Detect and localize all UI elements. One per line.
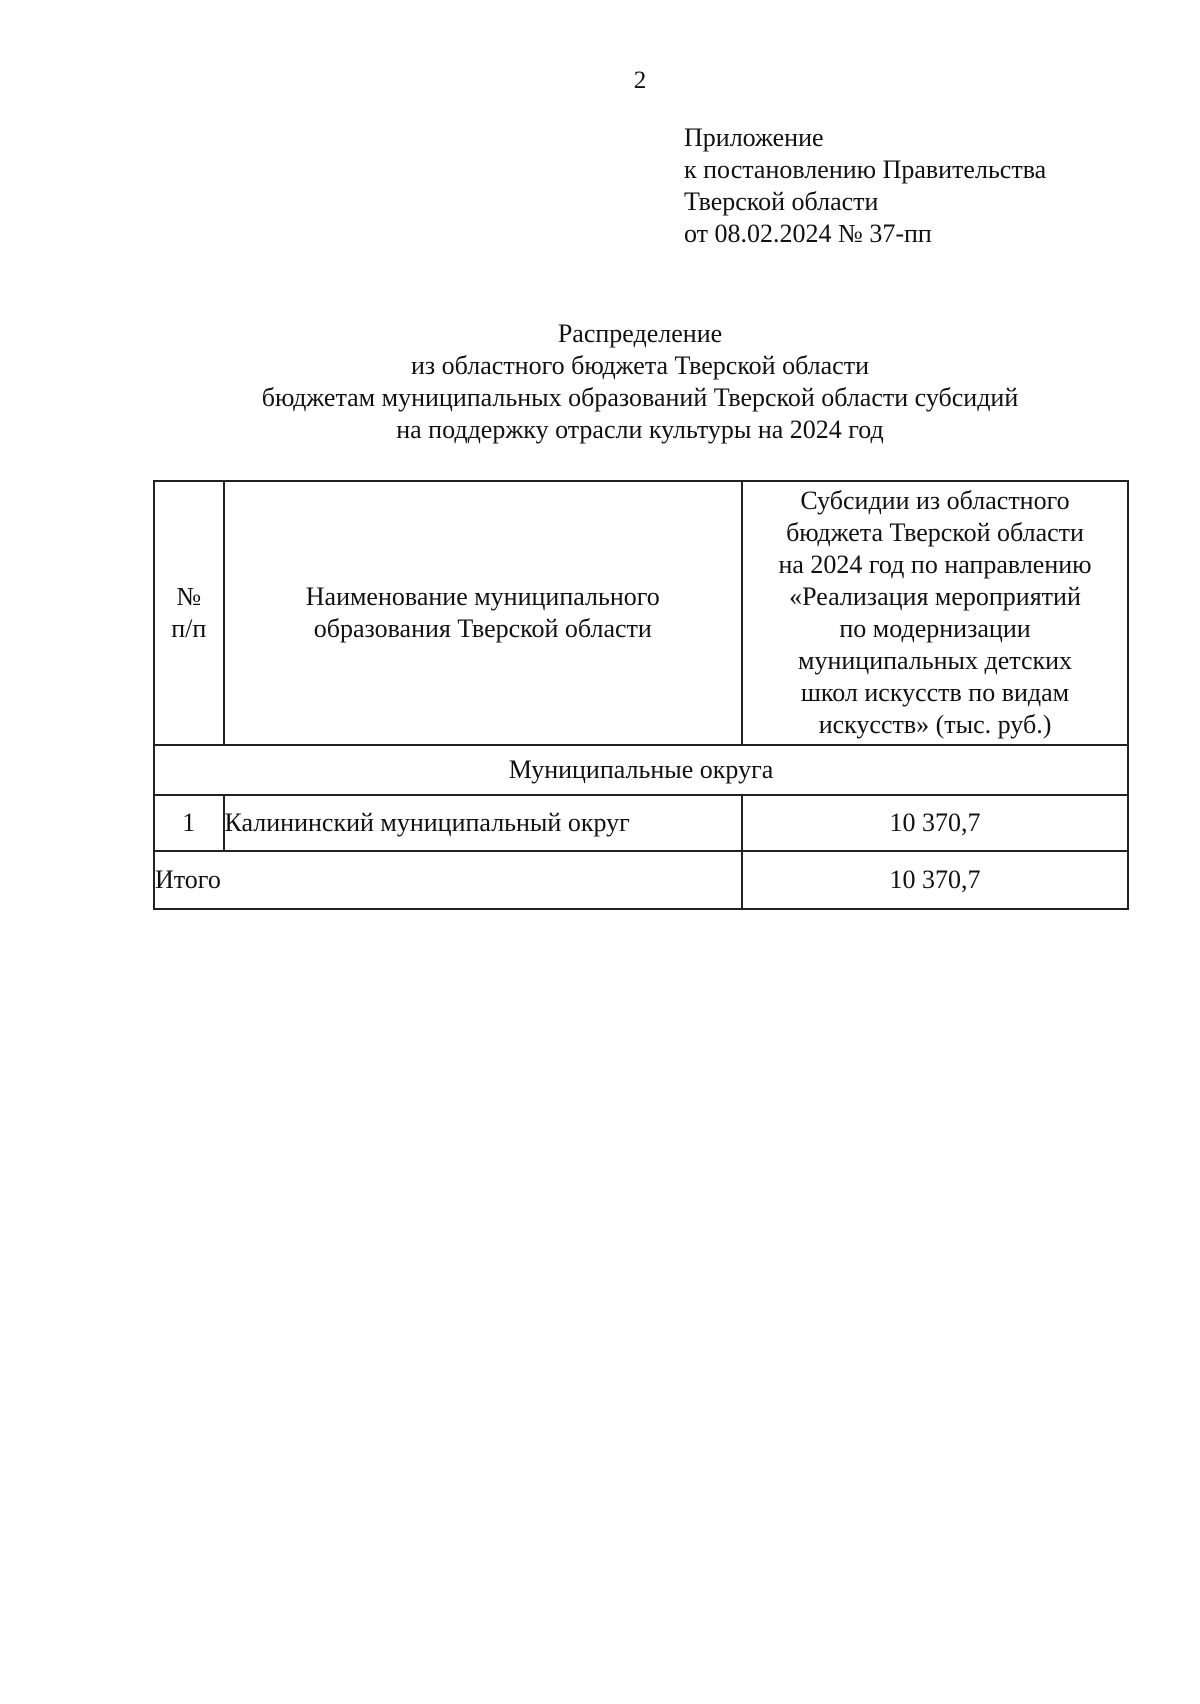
header-name-line: Наименование муниципального bbox=[305, 582, 660, 611]
row-num: 1 bbox=[154, 795, 224, 851]
appendix-line: от 08.02.2024 № 37-пп bbox=[684, 219, 932, 248]
section-label: Муниципальные округа bbox=[154, 745, 1128, 795]
header-sum-line: искусств» (тыс. руб.) bbox=[818, 710, 1052, 739]
header-num-line: № bbox=[176, 582, 202, 611]
document-title bbox=[0, 318, 1200, 446]
section-row bbox=[154, 745, 1128, 795]
table-header-row bbox=[154, 481, 1128, 745]
header-sum-line: на 2024 год по направлению bbox=[778, 550, 1092, 579]
header-sum-line: муниципальных детских bbox=[798, 646, 1073, 675]
distribution-table bbox=[153, 480, 1129, 910]
header-sum-line: Субсидии из областного bbox=[800, 486, 1070, 515]
title-line: на поддержку отрасли культуры на 2024 год bbox=[396, 415, 884, 444]
total-row bbox=[154, 851, 1128, 909]
row-name: Калининский муниципальный округ bbox=[224, 795, 743, 851]
header-num bbox=[154, 481, 224, 745]
row-sum: 10 370,7 bbox=[742, 795, 1128, 851]
title-line: бюджетам муниципальных образований Тверской области субсидий bbox=[261, 383, 1019, 412]
appendix-block bbox=[684, 122, 1046, 250]
title-line: Распределение bbox=[557, 319, 723, 348]
header-sum-line: по модернизации bbox=[839, 614, 1031, 643]
appendix-line: Тверской области bbox=[684, 187, 879, 216]
table-row bbox=[154, 795, 1128, 851]
header-name-line: образования Тверской области bbox=[313, 614, 652, 643]
total-label: Итого bbox=[154, 851, 742, 909]
header-sum-line: бюджета Тверской области bbox=[786, 518, 1084, 547]
header-num-line: п/п bbox=[171, 614, 207, 643]
header-sum bbox=[742, 481, 1128, 745]
appendix-line: к постановлению Правительства bbox=[684, 155, 1047, 184]
header-name bbox=[224, 481, 743, 745]
appendix-line: Приложение bbox=[684, 123, 824, 152]
page-number: 2 bbox=[633, 67, 647, 94]
title-line: из областного бюджета Тверской области bbox=[411, 351, 869, 380]
header-sum-line: «Реализация мероприятий bbox=[789, 582, 1081, 611]
total-sum: 10 370,7 bbox=[742, 851, 1128, 909]
header-sum-line: школ искусств по видам bbox=[800, 678, 1070, 707]
